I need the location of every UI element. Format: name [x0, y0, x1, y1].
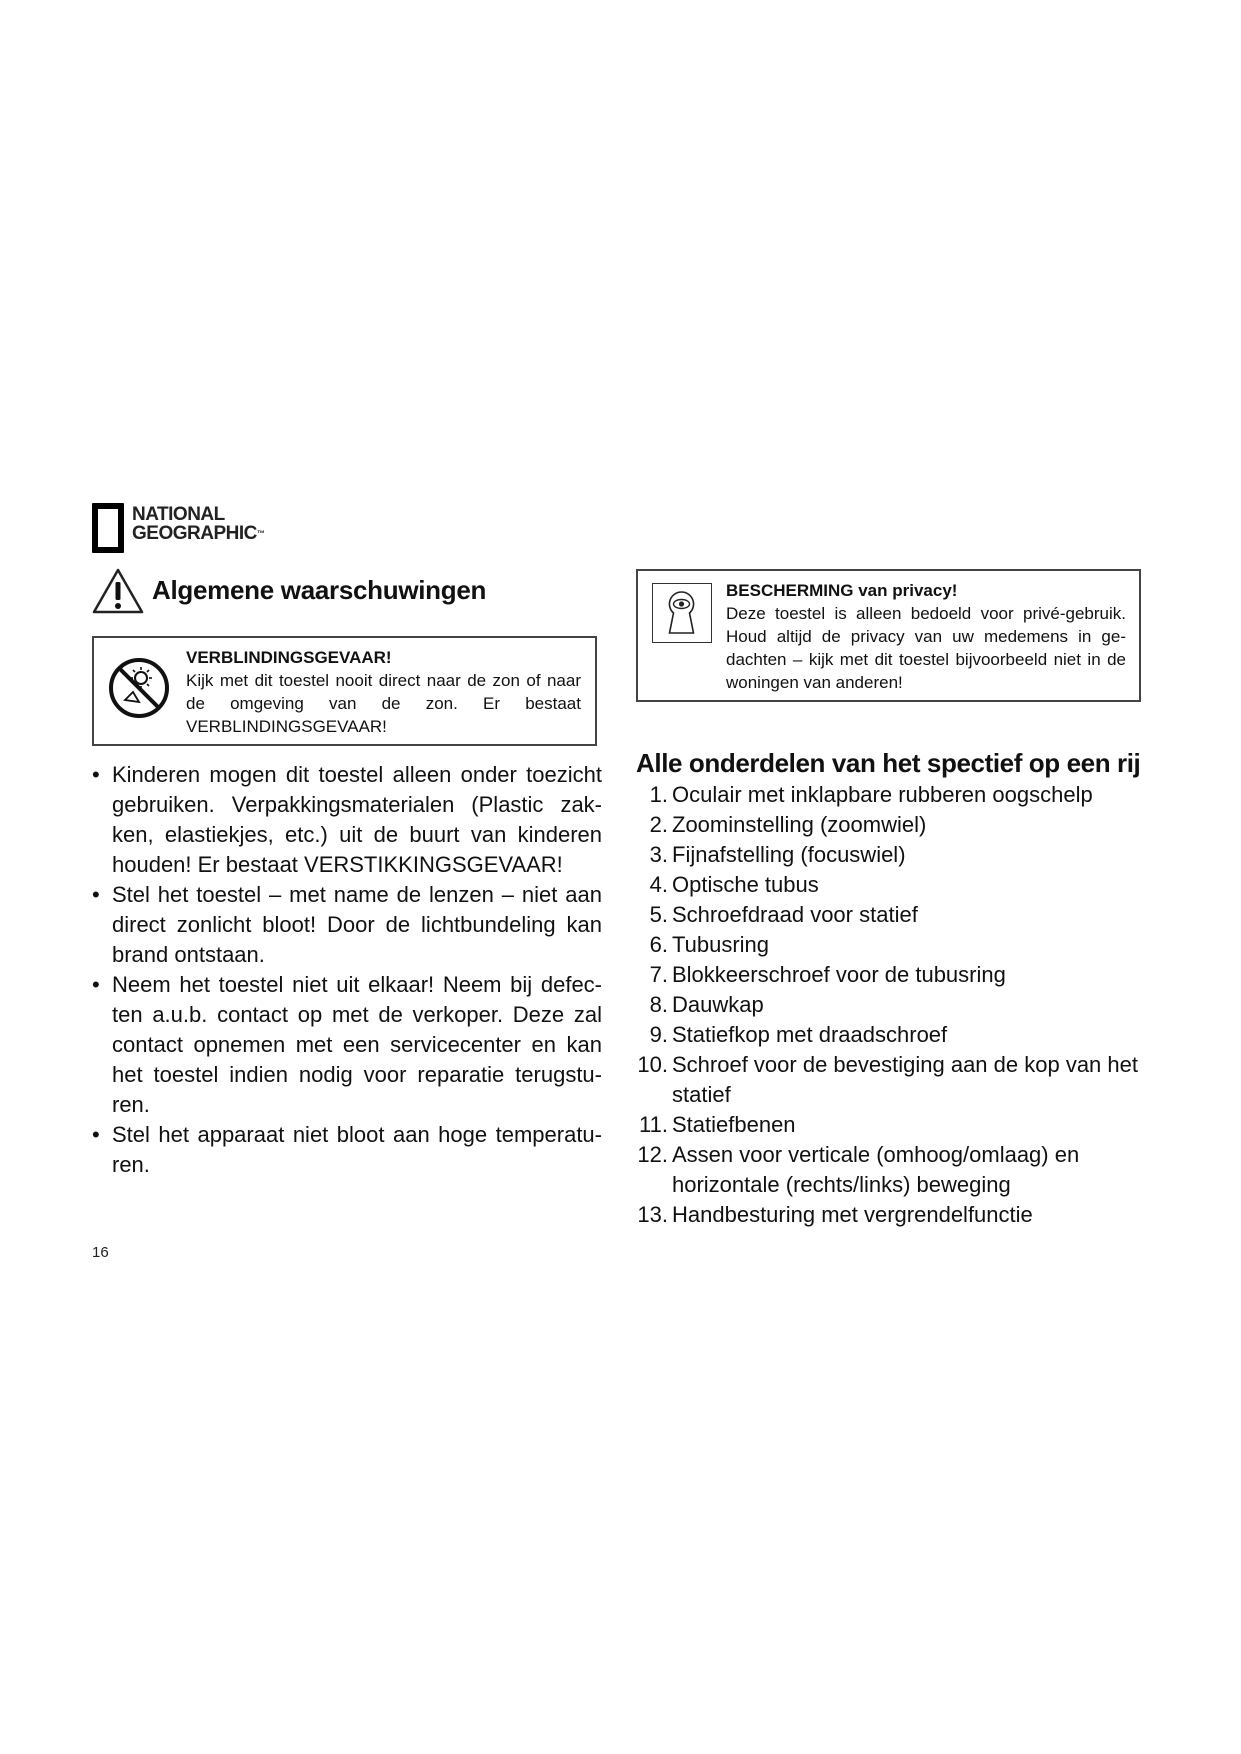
item-label: Assen voor verticale (omhoog/omlaag) en horizontale (rechts/links) beweging — [672, 1142, 1080, 1197]
list-item: • Neem het toestel niet uit elkaar! Neem bij defec-ten a.u.b. contact op met de verkoper. Deze zal contact opnemen met een servicecenter en kan het toestel indien nodig voor reparatie terugstu-ren. — [92, 970, 602, 1120]
item-label: Statiefbenen — [672, 1112, 796, 1137]
item-number: 4. — [649, 872, 668, 897]
privacy-notice-text: Deze toestel is alleen bedoeld voor privé-gebruik. Houd altijd de privacy van uw medemens in ge-dachten – kijk met dit toestel bijvoorbeeld niet in de woningen van anderen! — [726, 604, 1126, 692]
list-item — [636, 840, 1141, 870]
item-number: 6. — [649, 932, 668, 957]
list-item — [636, 780, 1141, 810]
item-label: Zoominstelling (zoomwiel) — [672, 812, 927, 837]
item-number: 13. — [637, 1202, 668, 1227]
general-warnings-title: Algemene waarschuwingen — [152, 575, 487, 605]
list-item — [636, 930, 1141, 960]
privacy-notice-title: BESCHERMING van privacy! — [726, 581, 958, 600]
keyhole-eye-icon — [653, 584, 710, 641]
list-item — [636, 1020, 1141, 1050]
item-label: Schroefdraad voor statief — [672, 902, 918, 927]
list-item — [636, 1140, 1141, 1200]
list-item — [636, 1110, 1141, 1140]
item-label: Handbesturing met vergrendelfunctie — [672, 1202, 1033, 1227]
item-number: 12. — [637, 1142, 668, 1167]
logo-frame-icon — [92, 503, 124, 553]
list-item — [636, 870, 1141, 900]
item-label: Fijnafstelling (focuswiel) — [672, 842, 906, 867]
list-item: • Kinderen mogen dit toestel alleen onder toezicht gebruiken. Verpakkingsmaterialen (Plastic zak-ken, elastiekjes, etc.) uit de buurt van kinderen houden! Er bestaat VERSTIKKINGSGEVAAR! — [92, 760, 602, 880]
no-sun-viewing-icon — [107, 656, 171, 720]
list-item — [636, 1200, 1141, 1230]
logo-trademark: ™ — [256, 529, 265, 538]
list-item — [636, 990, 1141, 1020]
general-warnings-header — [92, 568, 612, 618]
item-number: 8. — [649, 992, 668, 1017]
item-number: 3. — [649, 842, 668, 867]
list-item: • Stel het apparaat niet bloot aan hoge temperatu-ren. — [92, 1120, 602, 1180]
logo-text — [132, 505, 264, 543]
list-item: • Stel het toestel – met name de lenzen – niet aan direct zonlicht bloot! Door de lichtbundeling kan brand ontstaan. — [92, 880, 602, 970]
item-number: 11. — [639, 1112, 668, 1137]
list-item — [636, 810, 1141, 840]
item-label: Tubusring — [672, 932, 770, 957]
item-number: 2. — [649, 812, 668, 837]
list-item — [636, 960, 1141, 990]
glare-warning-title: VERBLINDINGSGEVAAR! — [186, 648, 392, 667]
item-number: 5. — [649, 902, 668, 927]
list-item — [636, 1050, 1141, 1110]
glare-warning-content — [186, 646, 581, 738]
privacy-notice-box — [636, 569, 1141, 702]
national-geographic-logo — [92, 503, 267, 551]
glare-warning-text: Kijk met dit toestel nooit direct naar de zon of naar de omgeving van de zon. Er bestaat VERBLINDINGSGEVAAR! — [186, 671, 581, 736]
item-label: Statiefkop met draadschroef — [672, 1022, 948, 1047]
item-label: Blokkeerschroef voor de tubusring — [672, 962, 1006, 987]
page-number: 16 — [92, 1244, 109, 1261]
logo-line-2: GEOGRAPHIC — [132, 523, 257, 544]
privacy-notice-content — [726, 579, 1126, 694]
item-label: Optische tubus — [672, 872, 819, 897]
item-number: 10. — [637, 1052, 668, 1077]
warning-bullet-list — [92, 760, 602, 1180]
item-label: Dauwkap — [672, 992, 764, 1017]
parts-list-title: Alle onderdelen van het spectief op een rij — [636, 748, 1141, 778]
logo-line-1: NATIONAL — [132, 504, 225, 525]
item-label: Schroef voor de bevestiging aan de kop van het statief — [672, 1052, 1138, 1107]
item-number: 7. — [649, 962, 668, 987]
glare-warning-box — [92, 636, 597, 746]
item-number: 9. — [649, 1022, 668, 1047]
item-number: 1. — [649, 782, 668, 807]
parts-list — [636, 780, 1141, 1230]
item-label: Oculair met inklapbare rubberen oogschelp — [672, 782, 1093, 807]
privacy-icon-frame — [652, 583, 712, 643]
list-item — [636, 900, 1141, 930]
warning-triangle-icon — [92, 568, 144, 614]
